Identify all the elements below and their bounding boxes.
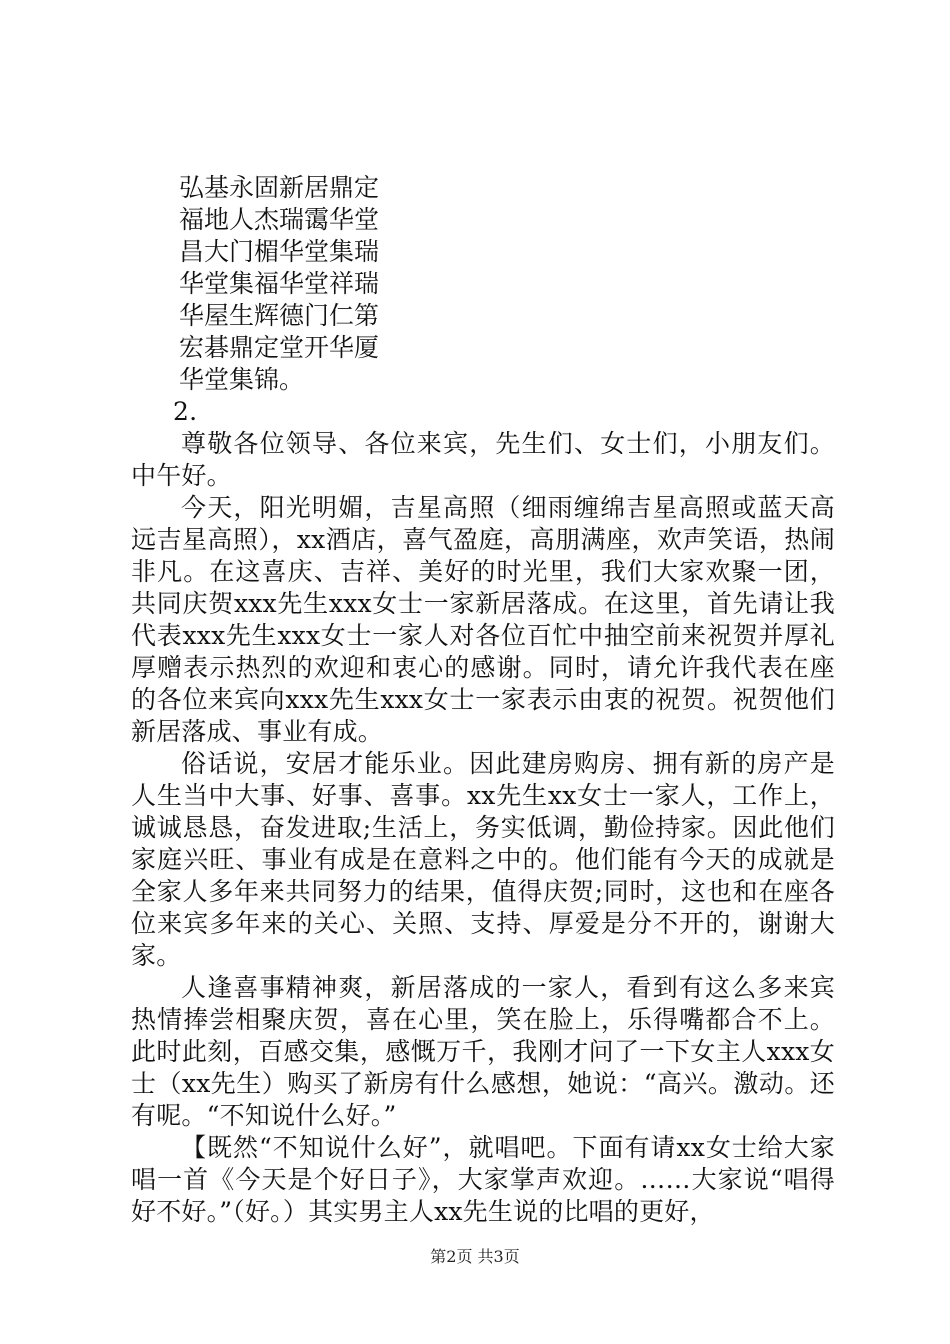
paragraph-proverb: 俗话说，安居才能乐业。因此建房购房、拥有新的房产是人生当中大事、好事、喜事。xx先生xx女士一家人，工作上，诚诚恳恳，奋发进取;生活上，务实低调，勤俭持家。因此他们家庭兴旺、事业有成是在意料之中的。他们能有今天的成就是全家人多年来共同努力的结果，值得庆贺;同时，这也和在座各位来宾多年来的关心、关照、支持、厚爱是分不开的，谢谢大家。 bbox=[131, 749, 835, 970]
paragraph-today: 今天，阳光明媚，吉星高照（细雨缠绵吉星高照或蓝天高远吉星高照），xx酒店，喜气盈庭，高朋满座，欢声笑语，热闹非凡。在这喜庆、吉祥、美好的时光里，我们大家欢聚一团，共同庆贺xxx先生xxx女士一家新居落成。在这里，首先请让我代表xxx先生xxx女士一家人对各位百忙中抽空前来祝贺并厚礼厚赠表示热烈的欢迎和衷心的感谢。同时，请允许我代表在座的各位来宾向xxx先生xxx女士一家表示由衷的祝贺。祝贺他们新居落成、事业有成。 bbox=[131, 493, 835, 746]
paragraph-happy-event: 人逢喜事精神爽，新居落成的一家人，看到有这么多来宾热情捧尝相聚庆贺，喜在心里，笑在脸上，乐得嘴都合不上。此时此刻，百感交集，感慨万千，我刚才问了一下女主人xxx女士（xx先生）购买了新房有什么感想，她说：“高兴。激动。还有呢。“不知说什么好。” bbox=[131, 973, 835, 1130]
poem-block bbox=[131, 172, 835, 396]
poem-line: 华屋生辉德门仁第 bbox=[179, 301, 380, 330]
paragraph-greeting: 尊敬各位领导、各位来宾，先生们、女士们，小朋友们。中午好。 bbox=[131, 429, 835, 490]
poem-line: 福地人杰瑞霭华堂 bbox=[179, 205, 380, 234]
poem-line: 昌大门楣华堂集瑞 bbox=[179, 237, 380, 266]
poem-line: 华堂集锦。 bbox=[179, 365, 305, 394]
poem-line: 华堂集福华堂祥瑞 bbox=[179, 269, 380, 298]
page-footer: 第2页 共3页 bbox=[430, 1247, 520, 1266]
poem-line: 宏碁鼎定堂开华厦 bbox=[179, 333, 380, 362]
paragraph-sing: 【既然“不知说什么好”，就唱吧。下面有请xx女士给大家唱一首《今天是个好日子》，大家掌声欢迎。……大家说“唱得好不好。”（好。）其实男主人xx先生说的比唱的更好， bbox=[131, 1133, 835, 1226]
section-number: 2. bbox=[173, 397, 198, 426]
document-body bbox=[131, 172, 835, 1228]
poem-line: 弘基永固新居鼎定 bbox=[179, 173, 380, 202]
